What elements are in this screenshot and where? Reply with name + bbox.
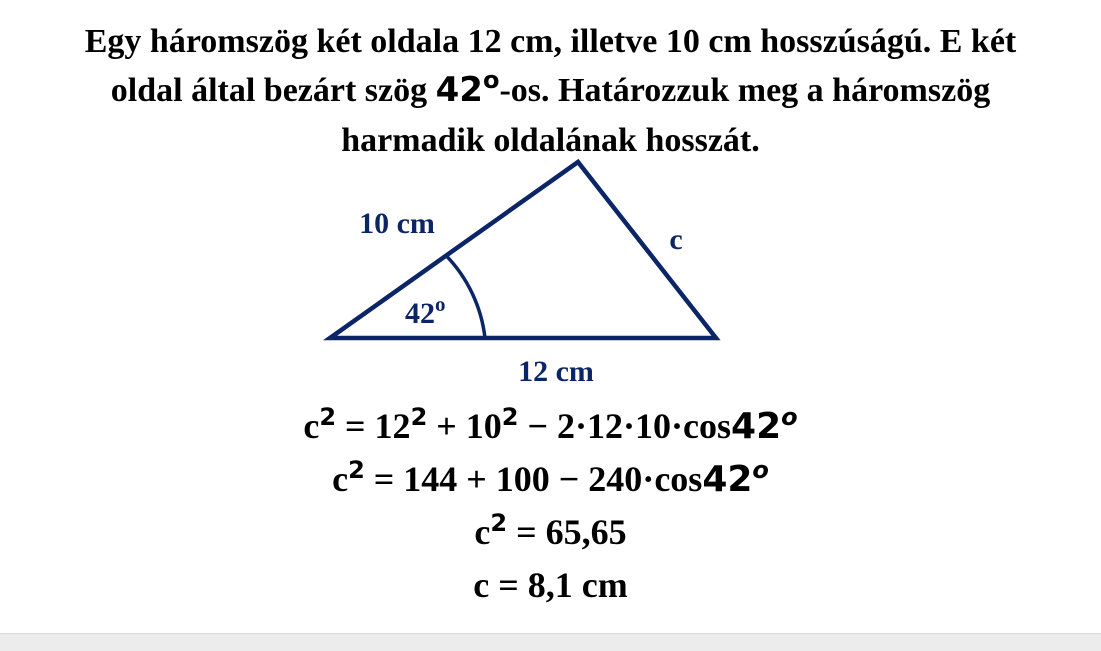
side-label-12cm: 12 cm — [518, 355, 594, 388]
eq2-lhs: c — [332, 459, 349, 499]
eq1-degree-sign: o — [781, 403, 798, 431]
problem-degree-sign: o — [482, 66, 500, 94]
eq1-angle: 42 — [731, 406, 782, 447]
triangle — [330, 162, 716, 338]
eq3-lhs-exponent: 2 — [490, 509, 508, 537]
problem-line-1: Egy háromszög két oldala 12 cm, illetve 10 cm hosszúságú. E két — [84, 23, 1017, 60]
angle-arc — [446, 256, 485, 338]
equation-2 — [0, 453, 1101, 506]
eq3-lhs: c — [474, 512, 491, 552]
equation-1 — [0, 400, 1101, 453]
problem-line-3: harmadik oldalának hosszát. — [341, 122, 760, 159]
eq3-rhs: = 65,65 — [507, 512, 627, 552]
side-label-c: c — [669, 223, 683, 256]
bottom-bar — [0, 633, 1101, 651]
eq1-term-1: = 12 — [336, 406, 411, 446]
problem-line-2-start: oldal által bezárt szög — [110, 72, 436, 109]
eq1-term-2-exponent: 2 — [501, 403, 519, 431]
eq2-lhs-exponent: 2 — [348, 456, 365, 484]
equation-4: c = 8,1 cm — [473, 565, 628, 605]
eq1-lhs-exponent: 2 — [319, 403, 337, 431]
angle-value: 42 — [405, 297, 435, 330]
equation-3 — [0, 506, 1101, 559]
angle-label — [405, 292, 446, 330]
eq2-angle: 42 — [702, 459, 753, 500]
problem-angle-number: 42 — [435, 70, 483, 110]
eq1-term-3: − 2·12·10·cos — [518, 406, 732, 446]
side-label-10cm: 10 cm — [359, 207, 435, 240]
eq1-term-1-exponent: 2 — [410, 403, 428, 431]
problem-line-2-end: -os. Határozzuk meg a háromszög — [499, 72, 991, 109]
eq1-lhs: c — [303, 406, 320, 446]
solution-equations — [0, 400, 1101, 612]
eq1-term-2: + 10 — [427, 406, 502, 446]
eq2-degree-sign: o — [752, 456, 769, 484]
eq2-rhs: = 144 + 100 − 240·cos — [364, 459, 703, 499]
angle-degree-sign: o — [435, 292, 446, 316]
